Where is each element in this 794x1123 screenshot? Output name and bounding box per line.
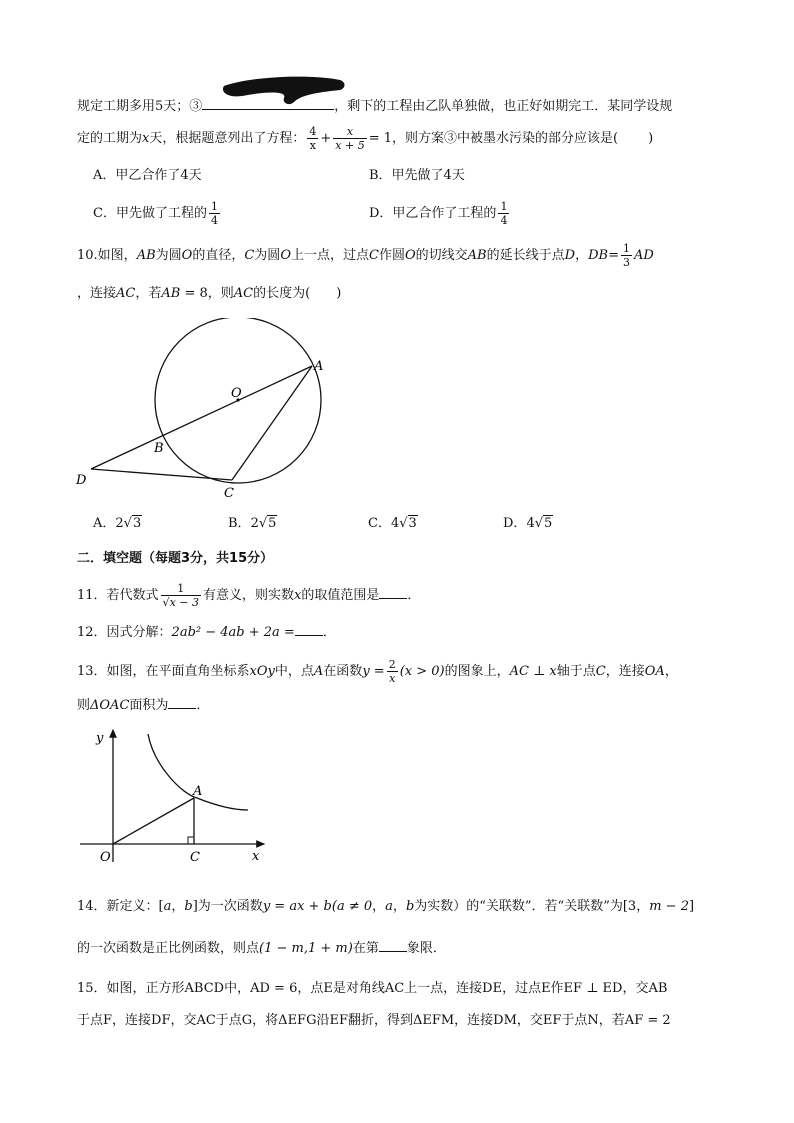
q9-text: 定的工期为	[77, 131, 143, 146]
answer-blank	[202, 97, 334, 110]
line-ca	[232, 366, 312, 480]
q10-line-2: ，连接AC，若AB = 8，则AC的长度为( )	[77, 286, 342, 301]
q9-option-b: B．甲先做了4天	[369, 168, 465, 183]
answer-blank	[295, 623, 323, 636]
option-text: C．甲先做了工程的	[93, 206, 207, 221]
q14-line-2: 的一次函数是正比例函数，则点(1 − m,1 + m)在第 象限．	[77, 941, 446, 956]
q14-line-1: 14．新定义：[a，b]为一次函数y = ax + b(a ≠ 0，a，b为实数）的“关联数”．若“关联数”为[3，m − 2]	[77, 899, 695, 914]
frac: $\frac{1}{√x - 3}$	[162, 582, 199, 609]
q11: 11．若代数式 $\frac{1}{√x - 3}$ 有意义，则实数x的取值范围是 ．	[77, 582, 421, 609]
label-c: C	[190, 850, 200, 865]
label-a: A	[193, 784, 203, 799]
q9-text: )	[648, 131, 654, 146]
q10-option-b: B．2√5	[228, 516, 277, 531]
answer-blank	[168, 696, 196, 709]
label-o: O	[100, 850, 111, 865]
q10-option-c: C．4√3	[368, 516, 417, 531]
q10-line-1: 10.如图，AB为圆O的直径，C为圆O上一点，过点C作圆O的切线交AB的延长线于点D，DB= $\frac{1}{3}$ AD	[77, 242, 654, 269]
eq-frac-2: $\frac{x}{x + 5}$	[335, 125, 365, 152]
frac: $\frac{1}{4}$	[500, 200, 508, 227]
q15-line-1: 15．如图，正方形ABCD中，AD = 6，点E是对角线AC上一点，连接DE，过点E作EF ⊥ ED，交AB	[77, 981, 668, 996]
circle-figure	[72, 318, 332, 508]
line-da	[91, 366, 312, 469]
label-b: B	[154, 441, 164, 456]
q15-line-2: 于点F，连接DF，交AC于点G，将ΔEFG沿EF翻折，得到ΔEFM，连接DM，交EF于点N，若AF = 2	[77, 1013, 671, 1028]
label-d: D	[76, 473, 87, 488]
q9-var: x	[142, 131, 150, 146]
answer-blank	[379, 939, 407, 952]
q9-line-1	[77, 97, 672, 117]
eq-rhs: = 1	[368, 131, 392, 146]
q9-line-2	[77, 125, 653, 152]
line-dc	[91, 469, 232, 480]
q13-line-1: 13．如图，在平面直角坐标系xOy中，点A在函数y = $\frac{2}{x}$ (x > 0)的图象上，AC ⊥ x轴于点C，连接OA，	[77, 658, 678, 685]
right-angle	[188, 837, 194, 844]
label-c: C	[224, 486, 234, 501]
answer-blank	[379, 586, 407, 599]
option-text: D．甲乙合作了工程的	[369, 206, 497, 221]
q10-option-d: D．4√5	[503, 516, 553, 531]
line-oa	[113, 798, 194, 844]
label-o: O	[231, 386, 242, 401]
eq-frac-1: $\frac{4}{x}$	[309, 125, 317, 152]
q9-text: 规定工期多用5天；③	[77, 99, 203, 114]
plus: +	[320, 131, 332, 146]
q9-option-a: A．甲乙合作了4天	[93, 168, 202, 183]
q13-line-2: 则ΔOAC面积为 ．	[77, 698, 210, 713]
coordinate-figure	[72, 724, 282, 869]
frac: $\frac{1}{3}$	[622, 242, 630, 269]
q9-text: ，剩下的工程由乙队单独做，也正好如期完工．某同学设规	[334, 99, 673, 114]
q9-option-c	[93, 200, 222, 227]
q9-option-d	[369, 200, 511, 227]
q9-text: ，则方案③中被墨水污染的部分应该是(	[392, 131, 619, 146]
q9-text: 天，根据题意列出了方程：	[149, 131, 306, 146]
label-y: y	[96, 731, 104, 746]
frac: $\frac{2}{x}$	[388, 658, 396, 685]
label-x: x	[252, 849, 260, 864]
section-heading: 二．填空题（每题3分，共15分）	[77, 551, 274, 566]
frac: $\frac{1}{4}$	[210, 200, 218, 227]
label-a: A	[314, 359, 324, 374]
q12: 12．因式分解：2ab² − 4ab + 2a = ．	[77, 625, 336, 640]
q10-option-a: A．2√3	[93, 516, 142, 531]
